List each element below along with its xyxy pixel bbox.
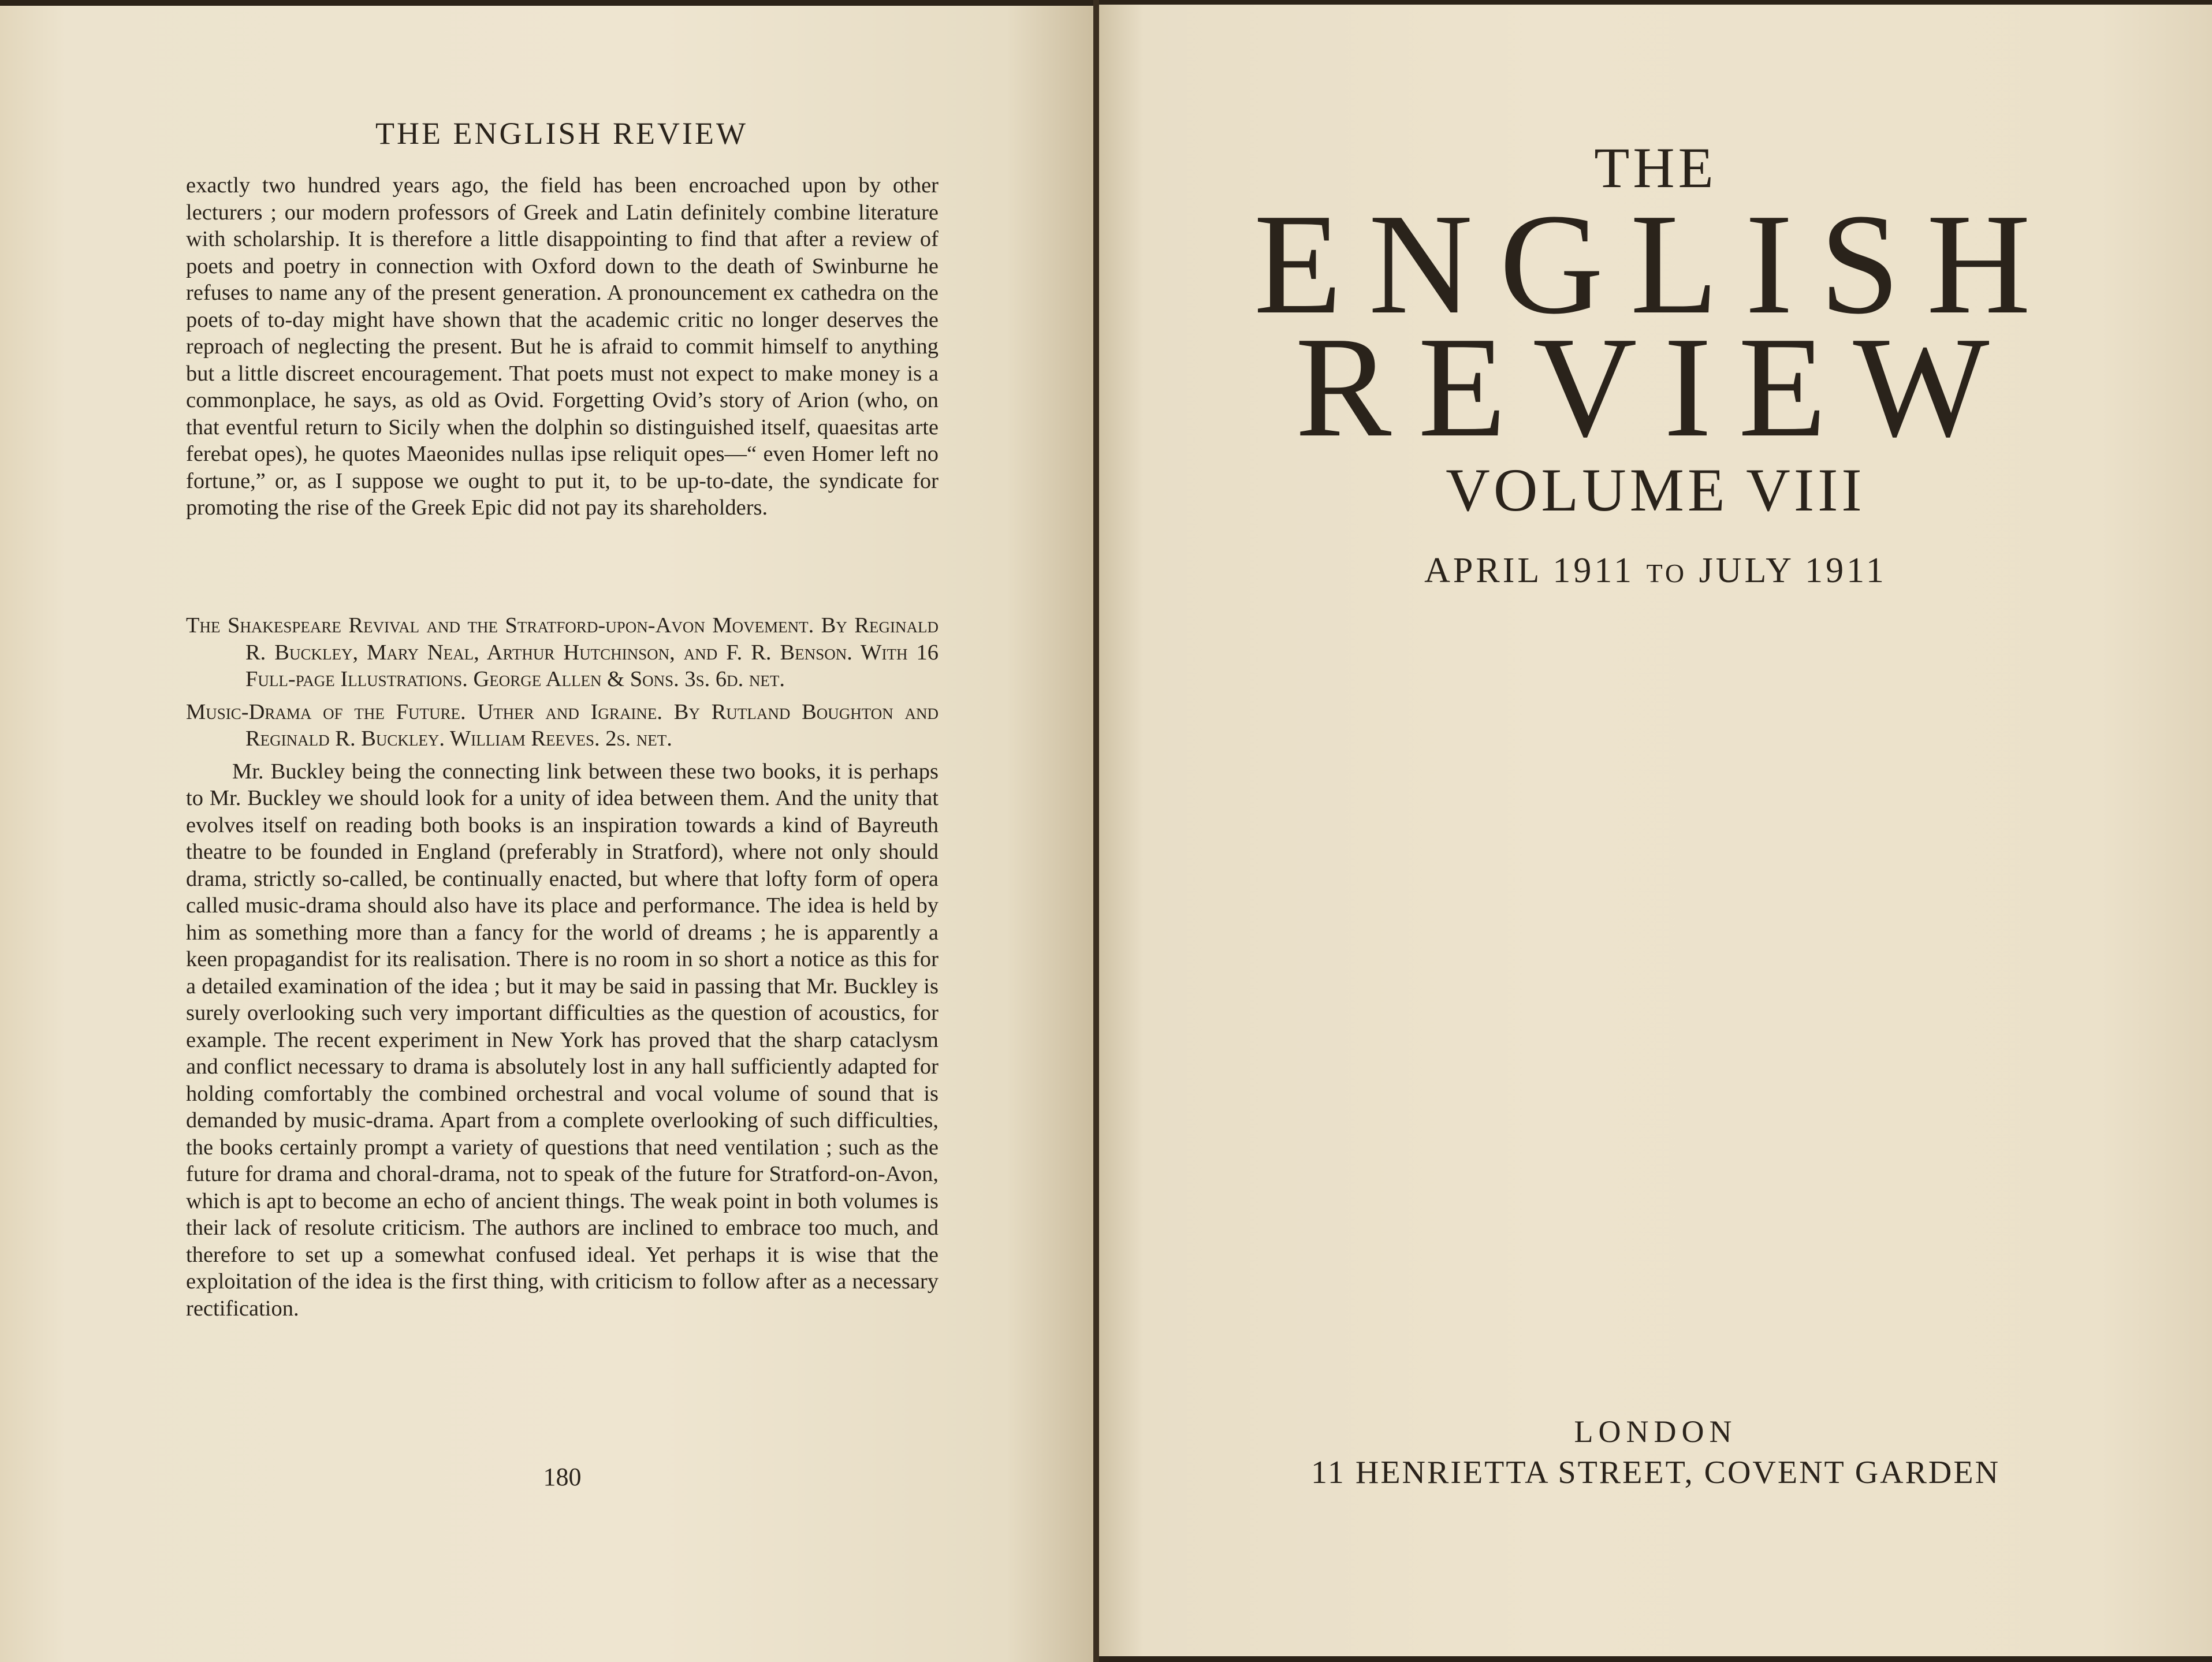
- imprint-city: LONDON: [1574, 1414, 1737, 1449]
- review-paragraph: Mr. Buckley being the connecting link between these two books, it is perhaps to Mr. Buckley we should look for a unity of idea between them. And the unity that evolves itself on reading both books is an inspiration towards a kind of Bayreuth theatre to be founded in England (preferably in Stratford), where not only should drama, strictly so-called, be continually enacted, but where that lofty form of opera called music-drama should also have its place and performance. The idea is held by him as something more than a fancy for the world of dreams ; he is apparently a keen propagandist for its realisation. There is no room in so short a notice as this for a detailed examination of the idea ; but it may be said in passing that Mr. Buckley is surely overlooking such very important difficulties as the question of acoustics, for example. The recent experiment in New York has proved that the sharp cataclysm and conflict necessary to drama is absolutely lost in any hall sufficiently adapted for holding comfortably the combined orchestral and vocal volume of sound that is demanded by music-drama. Apart from a complete overlooking of such difficulties, the books certainly prompt a variety of questions that need ventilation ; such as the future for drama and choral-drama, not to speak of the future for Stratford-on-Avon, which is apt to become an echo of ancient things. The weak point in both volumes is their lack of resolute criticism. The authors are inclined to embrace too much, and therefore to set up a somewhat confused ideal. Yet perhaps it is wise that the exploitation of the idea is the first thing, with criticism to follow after as a necessary rectification.: [186, 759, 939, 1321]
- date-end: JULY 1911: [1699, 551, 1887, 590]
- title-review: REVIEW: [1295, 307, 2016, 467]
- title-page: [1099, 0, 2212, 1662]
- left-page: [0, 0, 1093, 1662]
- book-entry-music-drama: Music-Drama of the Future. Uther and Igraine. By Rutland Boughton and Reginald R. Buckley. William Reeves. 2s. net.: [186, 699, 939, 751]
- page-number: 180: [543, 1463, 582, 1491]
- title-english: ENGLISH: [1253, 184, 2058, 344]
- imprint-address: 11 HENRIETTA STREET, COVENT GARDEN: [1310, 1455, 2001, 1490]
- volume-label: VOLUME VIII: [1446, 456, 1865, 524]
- review-entries: [186, 612, 939, 1322]
- date-range: [1099, 550, 2212, 591]
- article-paragraph-1: [186, 172, 939, 521]
- date-to: TO: [1646, 558, 1688, 588]
- book-entry-shakespeare-revival: The Shakespeare Revival and the Stratford-upon-Avon Movement. By Reginald R. Buckley, Mary Neal, Arthur Hutchinson, and F. R. Benson. With 16 Full-page Illustrations. George Allen & Sons. 3s. 6d. net.: [186, 613, 939, 691]
- date-start: APRIL 1911: [1424, 551, 1635, 590]
- running-head: THE ENGLISH REVIEW: [375, 116, 748, 151]
- book-gutter: [1093, 0, 1099, 1662]
- title-the: THE: [1594, 136, 1717, 200]
- paragraph-text: exactly two hundred years ago, the field has been encroached upon by other lecturers ; our modern professors of Greek and Latin definitely combine literature with scholarship. It is therefore a little disappointing to find that after a review of poets and poetry in connection with Oxford down to the death of Swinburne he refuses to name any of the present generation. A pronouncement ex cathedra on the poets of to-day might have shown that the academic critic no longer deserves the reproach of neglecting the present. But he is afraid to commit himself to anything but a little discreet encouragement. That poets must not expect to make money is a commonplace, he says, as old as Ovid. Forgetting Ovid’s story of Arion (who, on that eventful return to Sicily when the dolphin so distinguished itself, quaesitas arte ferebat opes), he quotes Maeonides nullas ipse reliquit opes—“ even Homer left no fortune,” or, as I suppose we ought to put it, to be up-to-date, the syndicate for promoting the rise of the Greek Epic did not pay its shareholders.: [186, 173, 939, 520]
